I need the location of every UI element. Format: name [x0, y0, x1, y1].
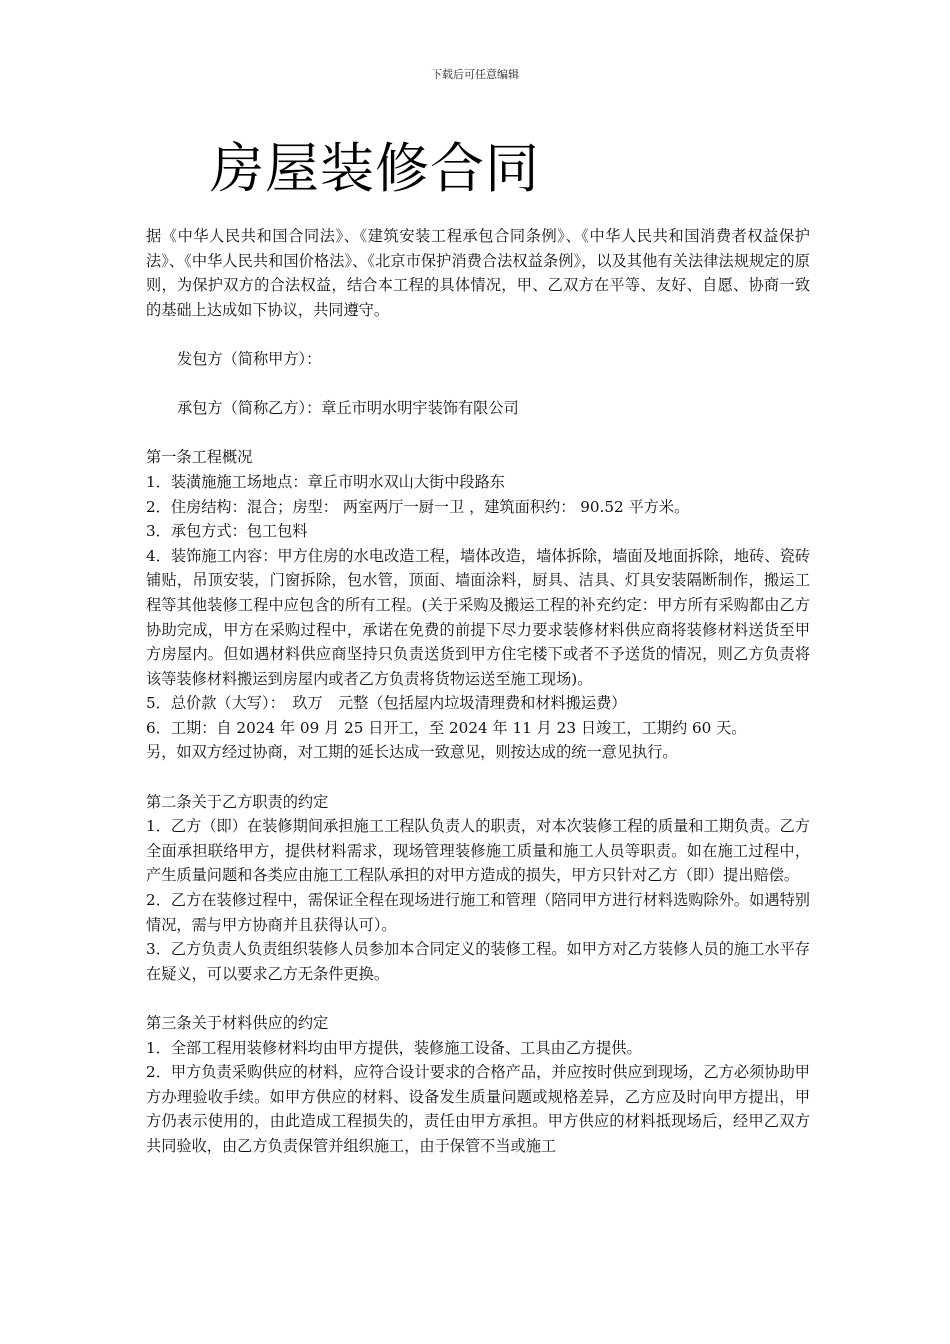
- article-2-item: 1．乙方（即）在装修期间承担施工工程队负责人的职责，对本次装修工程的质量和工期负责。乙方全面承担联络甲方，提供材料需求，现场管理装修施工质量和施工人员等职责。如在施工过程中，产生质量问题和各类应由施工工程队承担的对甲方造成的损失，甲方只针对乙方（即）提出赔偿。: [146, 817, 810, 885]
- party-a: 发包方（简称甲方）：: [177, 349, 322, 368]
- party-b: 承包方（简称乙方）：章丘市明水明宇装饰有限公司: [177, 399, 519, 418]
- article-3-heading: 第三条关于材料供应的约定: [146, 1014, 329, 1032]
- article-1-item: 1．装潢施施工场地点：章丘市明水双山大街中段路东: [146, 472, 505, 491]
- spacer: [146, 322, 810, 347]
- article-1-item: 4．装饰施工内容：甲方住房的水电改造工程，墙体改造，墙体拆除，墙面及地面拆除，地砖、瓷砖铺贴，吊顶安装，门窗拆除，包水管，顶面、墙面涂料，厨具、洁具、灯具安装隔断制作，搬运工程等其他装修工程中应包含的所有工程。(关于采购及搬运工程的补充约定：甲方所有采购都由乙方协助完成，甲方在采购过程中，承诺在免费的前提下尽力要求装修材料供应商将装修材料送货至甲方房屋内。但如遇材料供应商坚持只负责送货到甲方住宅楼下或者不予送货的情况，则乙方负责将该等装修材料搬运到房屋内或者乙方负责将货物运送至施工现场)。: [146, 546, 810, 688]
- spacer: [146, 765, 810, 790]
- article-1-item: 3．承包方式：包工包料: [146, 522, 308, 541]
- document-body: [146, 224, 810, 1159]
- article-2-item: 2．乙方在装修过程中，需保证全程在现场进行施工和管理（陪同甲方进行材料选购除外。如遇特别情况，需与甲方协商并且获得认可）。: [146, 891, 810, 934]
- article-2-item: 3．乙方负责人负责组织装修人员参加本合同定义的装修工程。如甲方对乙方装修人员的施工水平存在疑义，可以要求乙方无条件更换。: [146, 940, 810, 983]
- document-title: 房屋装修合同: [210, 137, 540, 200]
- spacer: [146, 986, 810, 1011]
- article-2-heading: 第二条关于乙方职责的约定: [146, 792, 329, 811]
- preamble: 据《中华人民共和国合同法》、《建筑安装工程承包合同条例》、《中华人民共和国消费者权益保护法》、《中华人民共和国价格法》、《北京市保护消费合法权益条例》，以及其他有关法律法规规定的原则，为保护双方的合法权益，结合本工程的具体情况，甲、乙双方在平等、友好、自愿、协商一致的基础上达成如下协议，共同遵守。: [146, 227, 810, 319]
- article-1-item: 6．工期：自 2024 年 09 月 25 日开工，至 2024 年 11 月 23 日竣工，工期约 60 天。: [146, 718, 747, 737]
- article-3-item: 2．甲方负责采购供应的材料，应符合设计要求的合格产品，并应按时供应到现场，乙方必须协助甲方办理验收手续。如甲方供应的材料、设备发生质量问题或规格差异，乙方应及时向甲方提出，甲方仍表示使用的，由此造成工程损失的，责任由甲方承担。甲方供应的材料抵现场后，经甲乙双方共同验收，由乙方负责保管并组织施工，由于保管不当或施工: [146, 1063, 810, 1155]
- article-1-heading: 第一条工程概况: [146, 448, 253, 467]
- article-1-item: 2．住房结构：混合；房型： 两室两厅一厨一卫 ，建筑面积约： 90.52 平方米。: [146, 497, 690, 516]
- spacer: [146, 372, 810, 397]
- spacer: [146, 421, 810, 446]
- article-1-item: 另，如双方经过协商，对工期的延长达成一致意见，则按达成的统一意见执行。: [146, 743, 678, 762]
- article-3-item: 1．全部工程用装修材料均由甲方提供，装修施工设备、工具由乙方提供。: [146, 1038, 642, 1057]
- header-note: 下载后可任意编辑: [431, 68, 519, 81]
- article-1-item: 5．总价款（大写）： 玖万 元整（包括屋内垃圾清理费和材料搬运费）: [146, 694, 627, 713]
